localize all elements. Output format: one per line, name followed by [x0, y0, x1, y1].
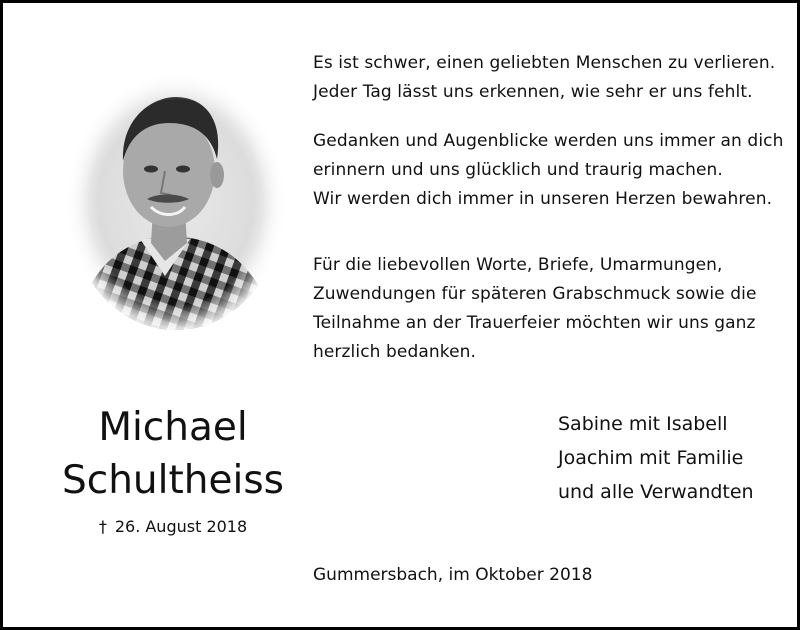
- dagger-icon: †: [98, 517, 107, 536]
- place-date: Gummersbach, im Oktober 2018: [313, 565, 593, 585]
- thanks-line: Teilnahme an der Trauerfeier möchten wir uns ganz: [313, 313, 756, 333]
- thanks-paragraph: [313, 251, 757, 367]
- verse-paragraph: [313, 49, 775, 107]
- thanks-line: herzlich bedanken.: [313, 342, 477, 362]
- verse-line: Es ist schwer, einen geliebten Menschen zu verlieren.: [313, 53, 776, 73]
- mourners-list: [558, 407, 754, 509]
- death-date: 26. August 2018: [114, 517, 248, 536]
- mourner-entry: Joachim mit Familie: [558, 447, 744, 469]
- mourner-entry: Sabine mit Isabell: [558, 413, 728, 435]
- thanks-line: Zuwendungen für späteren Grabschmuck sowie die: [313, 284, 757, 304]
- deceased-last-name: Schultheiss: [62, 458, 284, 503]
- thanks-line: Für die liebevollen Worte, Briefe, Umarmungen,: [313, 255, 723, 275]
- verse-line: Jeder Tag lässt uns erkennen, wie sehr er uns fehlt.: [313, 82, 753, 102]
- thoughts-line: erinnern und uns glücklich und traurig machen.: [313, 160, 723, 180]
- thoughts-paragraph: [313, 127, 783, 214]
- portrait-photo: [65, 71, 287, 333]
- mourner-entry: und alle Verwandten: [558, 481, 754, 503]
- thoughts-line: Gedanken und Augenblicke werden uns immer an dich: [313, 131, 784, 151]
- thoughts-line: Wir werden dich immer in unseren Herzen bewahren.: [313, 189, 773, 209]
- death-date-line: [23, 517, 323, 536]
- deceased-first-name: Michael: [98, 405, 248, 450]
